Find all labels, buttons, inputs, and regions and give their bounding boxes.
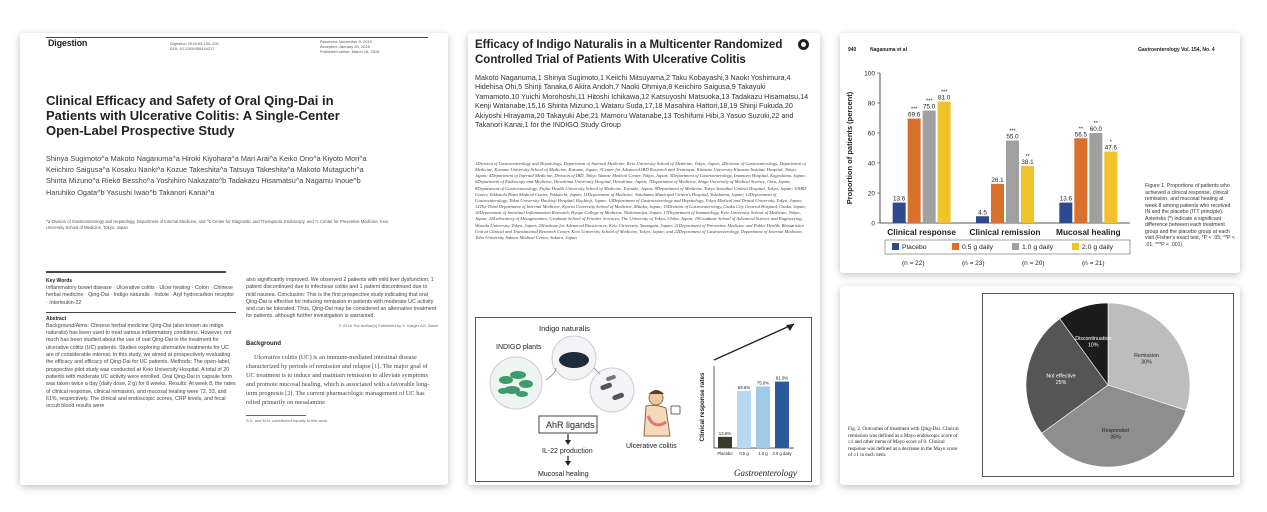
meta-line: DOI: 10.1159/000444217 <box>170 46 215 51</box>
legend-swatch <box>952 243 959 250</box>
legend-n-label: (n = 22) <box>902 260 925 267</box>
mini-bar <box>756 387 770 449</box>
bar <box>1104 152 1117 223</box>
mini-category-label: 1.0 g <box>758 451 768 456</box>
bar-value-label: 55.0 <box>1006 133 1019 141</box>
mini-bar-label: 75.0% <box>756 380 770 386</box>
bar <box>1074 138 1087 223</box>
mini-bar-label: 81.0% <box>775 375 789 381</box>
author-list: Shinya Sugimoto^a Makoto Naganuma^a Hiroki Kiyohara^a Mari Arai^a Keiko Ono^a Kiyoto Mori^a Keiichiro Saigusa^a Kosaku Nanki^a Kozue Takeshita^a Tatsuya Takeshita^a Makoto Mutaguchi^a Shinta Mizuno^a Rieko Bessho^a Yoshihiro Nakazato^b Tadakazu Hisamatsu^a Nagamu Inoue^b Haruhiko Ogata^b Yasushi Iwao^b Takanori Kanai^a <box>46 154 367 197</box>
significance-stars: *** <box>940 89 948 96</box>
bar-value-label: 60.0 <box>1089 126 1102 133</box>
keywords-text: Inflammatory bowel disease · Ulcerative colitis · Ulcer healing · Colon · Chinese herbal medicine · Qing-Dai · Indigo naturalis · Indole · Aryl hydrocarbon receptor · Interleukin-22 <box>46 285 235 306</box>
significance-stars: *** <box>925 98 933 105</box>
author-list: Makoto Naganuma,1 Shinya Sugimoto,1 Keiichi Mitsuyama,2 Taku Kobayashi,3 Naoki Yoshimura,4 Hidehisa Ohi,5 Shinji Tanaka,6 Akira Andoh,7 Naoki Ohmiya,8 Keiichiro Saigusa,9 Takayuki Yamamoto,10 Yuichi Morohoshi,11 Hitoshi Ichikawa,12 Katsuyoshi Matsuoka,13 Tadakazu Hisamatsu,14 Kenji Watanabe,15,16 Shinta Mizuno,1 Wataru Suda,17,18 Masahira Hattori,18,19 Shinji Fukuda,20 Akiyoshi Hirayama,20 Takayuki Abe,21 Mamoru Watanabe,13 Toshifumi Hibi,3 Yasuo Suzuki,22 and Takanori Kanai,1 for the INDIGO Study Group <box>475 73 809 130</box>
abstract-text: Background/Aims: Chinese herbal medicine Qing-Dai (also known as indigo naturalis) has been used to treat various inflammatory conditions. However, not much has been studied about the use of oral Qing-Dai in the treatment for ulcerative colitis (UC) patients. Studies exploring alternative treatments for UC are of considerable interest. In this study, we aimed at prospectively evaluating the efficacy and efficacy of Qing-Dai for UC patients. Methods: The open-label, prospective pilot study was conducted at Keio University Hospital. A total of 20 patients with moderate UC activity were enrolled. Oral Qing-Dai in capsule form was taken twice a day (daily dose, 2 g) for 8 weeks. Results: At week 8, the rates of clinical response, clinical remission, and mucosal healing were 72, 33, and 61%, respectively. The clinical and endoscopic scores, CRP levels, and fecal occult blood results were <box>46 322 236 410</box>
y-tick-label: 20 <box>867 190 875 198</box>
bar <box>938 102 951 224</box>
pie-slice-label: Remission <box>1134 353 1159 360</box>
significance-stars: *** <box>1009 128 1016 135</box>
legend-label: Placebo <box>902 244 927 251</box>
bar-value-label: 13.6 <box>893 195 906 203</box>
legend-label: 2.0 g daily <box>1082 244 1113 251</box>
x-category-label: Clinical remission <box>969 227 1041 237</box>
legend-label: 0.5 g daily <box>962 244 993 251</box>
paper-title: Clinical Efficacy and Safety of Oral Qing-Dai in Patients with Ulcerative Colitis: A Single-Center Open-Label Prospective Study <box>46 93 340 138</box>
pie-slice-percent: 30% <box>1141 359 1152 366</box>
meta-line: Published online: March 16, 2016 <box>320 49 380 54</box>
meta-line: Accepted: January 20, 2016 <box>320 44 370 49</box>
abstract-heading: Abstract <box>46 315 67 322</box>
graphical-abstract-svg <box>476 318 811 481</box>
bar-value-label: 26.1 <box>991 176 1004 184</box>
y-tick-label: 60 <box>867 130 875 138</box>
significance-stars: ** <box>1078 126 1083 133</box>
significance-stars: * <box>1109 139 1112 146</box>
mini-category-label: 2.0 g daily <box>772 451 792 456</box>
trend-arrow <box>714 324 794 360</box>
dates-meta <box>320 39 379 54</box>
paper-card-digestion[interactable] <box>20 33 448 485</box>
mucosal-label: Mucosal healing <box>538 471 589 478</box>
abstract-rule <box>46 312 236 313</box>
footnote: S.S. and M.N. contributed equally to this work. <box>246 417 329 423</box>
figure-caption: Figure 1. Proportions of patients who achieved a clinical response, clinical remission, and mucosal healing at week 8 among patients who received IN and the placebo (ITT principle). Asterisks (*) indicate a significant difference between each treatment group and the placebo group at each visit (Fisher's exact test, *P < .05; **P < .01; ***P < .001). <box>1145 183 1235 248</box>
crossmark-icon <box>798 39 809 50</box>
graphical-abstract <box>475 317 812 482</box>
legend-label: 1.0 g daily <box>1022 244 1053 251</box>
figure-card-bar-chart[interactable] <box>840 33 1240 273</box>
running-journal: Gastroenterology Vol. 154, No. 4 <box>1138 47 1215 53</box>
bar <box>991 184 1004 223</box>
publisher-logo: Gastroenterology <box>734 468 797 478</box>
copyright: © 2016 The Author(s) Published by S. Karger AG, Basel <box>338 322 438 328</box>
figure-caption: Fig. 2. Outcomes of treatment with Qing-Dai. Clinical remission was defined as a Mayo endoscopic score of ≤1 and other items of Mayo score of 0. Clinical response was defined as a decrease in the Mayo score of ≥1 in each item. <box>848 426 959 459</box>
ahr-label: AhR ligands <box>546 420 595 430</box>
bar <box>1006 141 1019 224</box>
y-tick-label: 40 <box>867 160 875 168</box>
bar <box>1021 166 1034 223</box>
x-category-label: Clinical response <box>887 227 957 237</box>
bar-value-label: 13.6 <box>1059 195 1072 203</box>
pie-slice-label: Not effective <box>1046 373 1076 380</box>
legend-n-label: (n = 21) <box>1082 260 1105 267</box>
capsule-circle <box>590 368 634 412</box>
pie-slice-percent: 35% <box>1110 434 1121 441</box>
bar <box>1089 133 1102 223</box>
paper-title: Efficacy of Indigo Naturalis in a Multicenter Randomized Controlled Trial of Patients With Ulcerative Colitis <box>475 39 783 66</box>
legend-n-label: (n = 23) <box>962 260 985 267</box>
legend-swatch <box>892 243 899 250</box>
patient-illustration <box>644 390 680 436</box>
outcome-pie-chart <box>983 294 1233 476</box>
bar <box>908 119 921 223</box>
legend-n-label: (n = 20) <box>1022 260 1045 267</box>
bar-value-label: 56.5 <box>1074 131 1087 139</box>
pie-frame <box>982 293 1234 477</box>
right-column <box>246 277 438 424</box>
y-tick-label: 80 <box>867 100 875 108</box>
powder-pile <box>559 352 589 368</box>
mini-category-label: 0.5 g <box>739 451 749 456</box>
bar <box>1059 203 1072 223</box>
indigo-naturalis-label: Indigo naturalis <box>539 324 590 333</box>
background-text: Ulcerative colitis (UC) is an immune-mediated intestinal disease characterized by periods of remission and relapse [1]. The major goal of UC treatment is to induce and maintain remission to alleviate symptoms and promote mucosal healing, which is associated with a favorable long-term prognosis [2]. The current pharmacologic management of UC has relied primarily on mesalamine <box>246 353 430 406</box>
top-rule <box>46 37 428 38</box>
significance-stars: ** <box>1025 153 1030 160</box>
mini-bar <box>737 391 751 448</box>
bar-value-label: 4.5 <box>978 209 987 217</box>
significance-stars: ** <box>1093 121 1098 127</box>
abstract-continued: also significantly improved. We observed 2 patients with mild liver dysfunction; 1 patient discontinued due to infectious colitis and 1 patient discontinued due to mild nausea. Conclusion: This is the first prospective study indicating that oral Qing-Dai is effective for inducing remission in patients with moderate UC activity and can be tolerated. Thus, Qing-Dai may be considered an alternative treatment for patients, although further investigation is warranted. <box>246 277 437 320</box>
bar <box>893 203 906 223</box>
running-author: Naganuma et al <box>870 47 907 53</box>
keywords-heading: Key Words <box>46 278 73 284</box>
journal-name: Digestion <box>48 38 88 48</box>
mini-bar <box>775 382 789 448</box>
paper-card-gastroenterology[interactable] <box>468 33 820 485</box>
il22-label: IL-22 production <box>542 448 593 455</box>
bar <box>923 111 936 224</box>
response-mini-chart <box>699 324 794 456</box>
pie-slice-percent: 25% <box>1055 380 1067 387</box>
mini-bar <box>718 437 732 448</box>
significance-stars: *** <box>910 106 918 113</box>
x-category-label: Mucosal healing <box>1056 227 1121 237</box>
page-number: 940 <box>848 47 857 53</box>
pie-slice-label: Responded <box>1101 427 1129 434</box>
footnote-rule <box>246 415 306 416</box>
plant-circle <box>490 357 542 409</box>
indigo-plants-label: INDIGO plants <box>496 344 542 351</box>
mini-y-label: Clinical response rates <box>699 372 706 442</box>
meta-line: Digestion 2016;93:193–201 <box>170 41 219 46</box>
legend-swatch <box>1072 243 1079 250</box>
y-axis-label: Proportion of patients (percent) <box>845 91 854 205</box>
pie-slice-percent: 10% <box>1087 342 1099 349</box>
affiliations: 1Division of Gastroenterology and Hepatology, Department of Internal Medicine, Keio University School of Medicine, Tokyo, Japan; 2Division of Gastroenterology, Department of Medicine, Kurume University School of Medicine, Kurume, Japan; 3Center for Advanced IBD Research and Treatment, Kitasato University Kitasato Institute Hospital, Tokyo, Japan; 4Department of Internal Medicine, Division of IBD, Tokyo Yamate Medical Center, Tokyo, Japan; 5Department of Gastroenterology, Imamura Hospital, Kagoshima, Japan; 6Department of Endoscopy and Medicine, Hiroshima University Hospital, Hiroshima, Japan; 7Department of Medicine, Shiga University of Medical Science, Otsu, Japan; 8Department of Gastroenterology, Fujita Health University School of Medicine, Toyoake, Japan; 9Department of Medicine, Tokyo Saiseikai Central Hospital, Tokyo, Japan; 10IBD Center, Yokkaichi Hazu Medical Center, Yokkaichi, Japan; 11Department of Medicine, Yokohama Municipal Citizen's Hospital, Yokohama, Japan; 12Department of Gastroenterology, Tokai University Hachioji Hospital, Hachioji, Japan; 13Department of Gastroenterology and Hepatology, Tokyo Medical and Dental University, Tokyo, Japan; 14The Third Department of Internal Medicine, Kyorin University School of Medicine, Mitaka, Japan; 15Division of Gastroenterology, Osaka City General Hospital, Osaka, Japan; 16Department of Intestinal Inflammation Research, Hyogo College of Medicine, Nishinomiya, Japan; 17Department of Immunology, Keio University School of Medicine, Tokyo, Japan; 18Laboratory of Metagenomics, Graduate School of Frontier Sciences, The University of Tokyo, Chiba, Japan; 19Graduate School of Advanced Science and Engineering, Waseda University, Tokyo, Japan; 20Institute for Advanced Biosciences, Keio University, Yamagata, Japan; 21Department of Preventive Medicine and Public Health, Biostatistics Unit at Clinical and Translational Research Center, Keio University School of Medicine, Tokyo, Japan; and 22Department of Gastroenterology, Department of Internal Medicine, Toho University Sakura Medical Center, Sakura, Japan <box>475 161 807 240</box>
mini-bar-label: 69.6% <box>737 384 751 390</box>
section-rule <box>46 271 226 273</box>
background-heading: Background <box>246 340 282 347</box>
figure-card-pie-chart[interactable] <box>840 286 1240 485</box>
bar-value-label: 69.6 <box>908 111 921 119</box>
bar-value-label: 75.0 <box>923 103 936 111</box>
bar-value-label: 81.0 <box>938 94 951 102</box>
uc-label: Ulcerative colitis <box>626 443 677 450</box>
mini-category-label: Placebo <box>717 451 733 456</box>
left-column <box>46 278 236 410</box>
bar-value-label: 38.1 <box>1021 158 1034 166</box>
bar-value-label: 47.6 <box>1104 144 1117 152</box>
pie-slice-label: Discontinuation <box>1075 335 1112 342</box>
proportion-bar-chart <box>840 53 1140 273</box>
affiliations: ^a Division of Gastroenterology and Hepatology, Department of Internal Medicine, and ^b Center for Diagnostic and Therapeutic Endoscopy, and ^c Center for Preventive Medicine, Keio University School of Medicine, Tokyo, Japan <box>46 219 389 230</box>
legend-swatch <box>1012 243 1019 250</box>
y-tick-label: 100 <box>864 70 875 78</box>
meta-line: Received: November 9, 2015 <box>320 39 372 44</box>
bar <box>976 216 989 223</box>
mini-bar-label: 13.6% <box>718 430 732 436</box>
doi-meta <box>170 41 219 51</box>
y-tick-label: 0 <box>871 220 875 228</box>
